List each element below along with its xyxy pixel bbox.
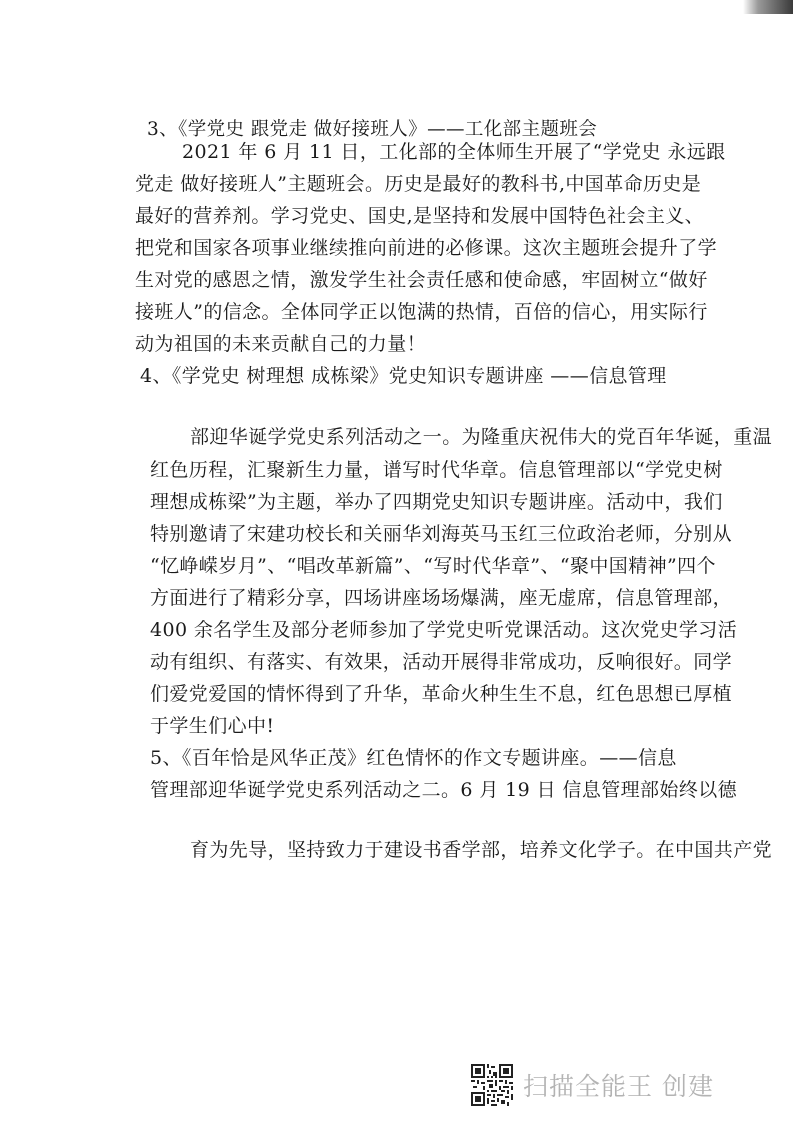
body-line: 把党和国家各项事业继续推向前进的必修课。这次主题班会提升了学 [135, 237, 718, 259]
body-line: 动为祖国的未来贡献自己的力量！ [135, 333, 427, 355]
body-line: 于学生们心中! [150, 715, 275, 737]
scan-edge-shadow [743, 0, 793, 14]
scanner-watermark [471, 1064, 714, 1106]
body-line: 方面进行了精彩分享，四场讲座场场爆满，座无虚席，信息管理部， [150, 587, 733, 609]
body-line: “忆峥嵘岁月”、“唱改革新篇”、“写时代华章”、“聚中国精神”四个 [150, 555, 716, 577]
body-line: 们爱党爱国的情怀得到了升华，革命火种生生不息，红色思想已厚植 [150, 683, 733, 705]
body-line: 红色历程，汇聚新生力量，谱写时代华章。信息管理部以“学党史树 [150, 459, 723, 481]
body-line: 理想成栋梁”为主题，举办了四期党史知识专题讲座。活动中，我们 [150, 491, 723, 513]
body-line: 400 余名学生及部分老师参加了学党史听党课活动。这次党史学习活 [150, 619, 738, 641]
body-line: 党走 做好接班人”主题班会。历史是最好的教科书,中国革命历史是 [135, 173, 702, 195]
qr-code-icon [471, 1064, 513, 1106]
body-line: 5、《百年恰是风华正茂》红色情怀的作文专题讲座。——信息 [150, 747, 677, 769]
body-line: 4、《学党史 树理想 成栋梁》党史知识专题讲座 ——信息管理 [140, 365, 667, 387]
body-line: 生对党的感恩之情，激发学生社会责任感和使命感，牢固树立“做好 [135, 269, 708, 291]
body-line: 最好的营养剂。学习党史、国史,是坚持和发展中国特色社会主义、 [135, 205, 705, 227]
body-line: 动有组织、有落实、有效果，活动开展得非常成功，反响很好。同学 [150, 651, 733, 673]
section-4-heading: 部迎华诞学党史系列活动之一。为隆重庆祝伟大的党百年华诞，重温 [190, 426, 773, 448]
section-3-heading: 3、《学党史 跟党走 做好接班人》——工化部主题班会 [147, 119, 598, 140]
body-line: 管理部迎华诞学党史系列活动之二。6 月 19 日 信息管理部始终以德 [150, 779, 738, 801]
body-line: 2021 年 6 月 11 日，工化部的全体师生开展了“学党史 永远跟 [182, 141, 726, 163]
section-5-heading: 育为先导，坚持致力于建设书香学部，培养文化学子。在中国共产党 [190, 839, 773, 861]
body-line: 接班人”的信念。全体同学正以饱满的热情，百倍的信心，用实际行 [135, 301, 708, 323]
watermark-text: 扫描全能王 创建 [523, 1072, 714, 1101]
body-line: 特别邀请了宋建功校长和关丽华刘海英马玉红三位政治老师，分别从 [150, 523, 733, 545]
